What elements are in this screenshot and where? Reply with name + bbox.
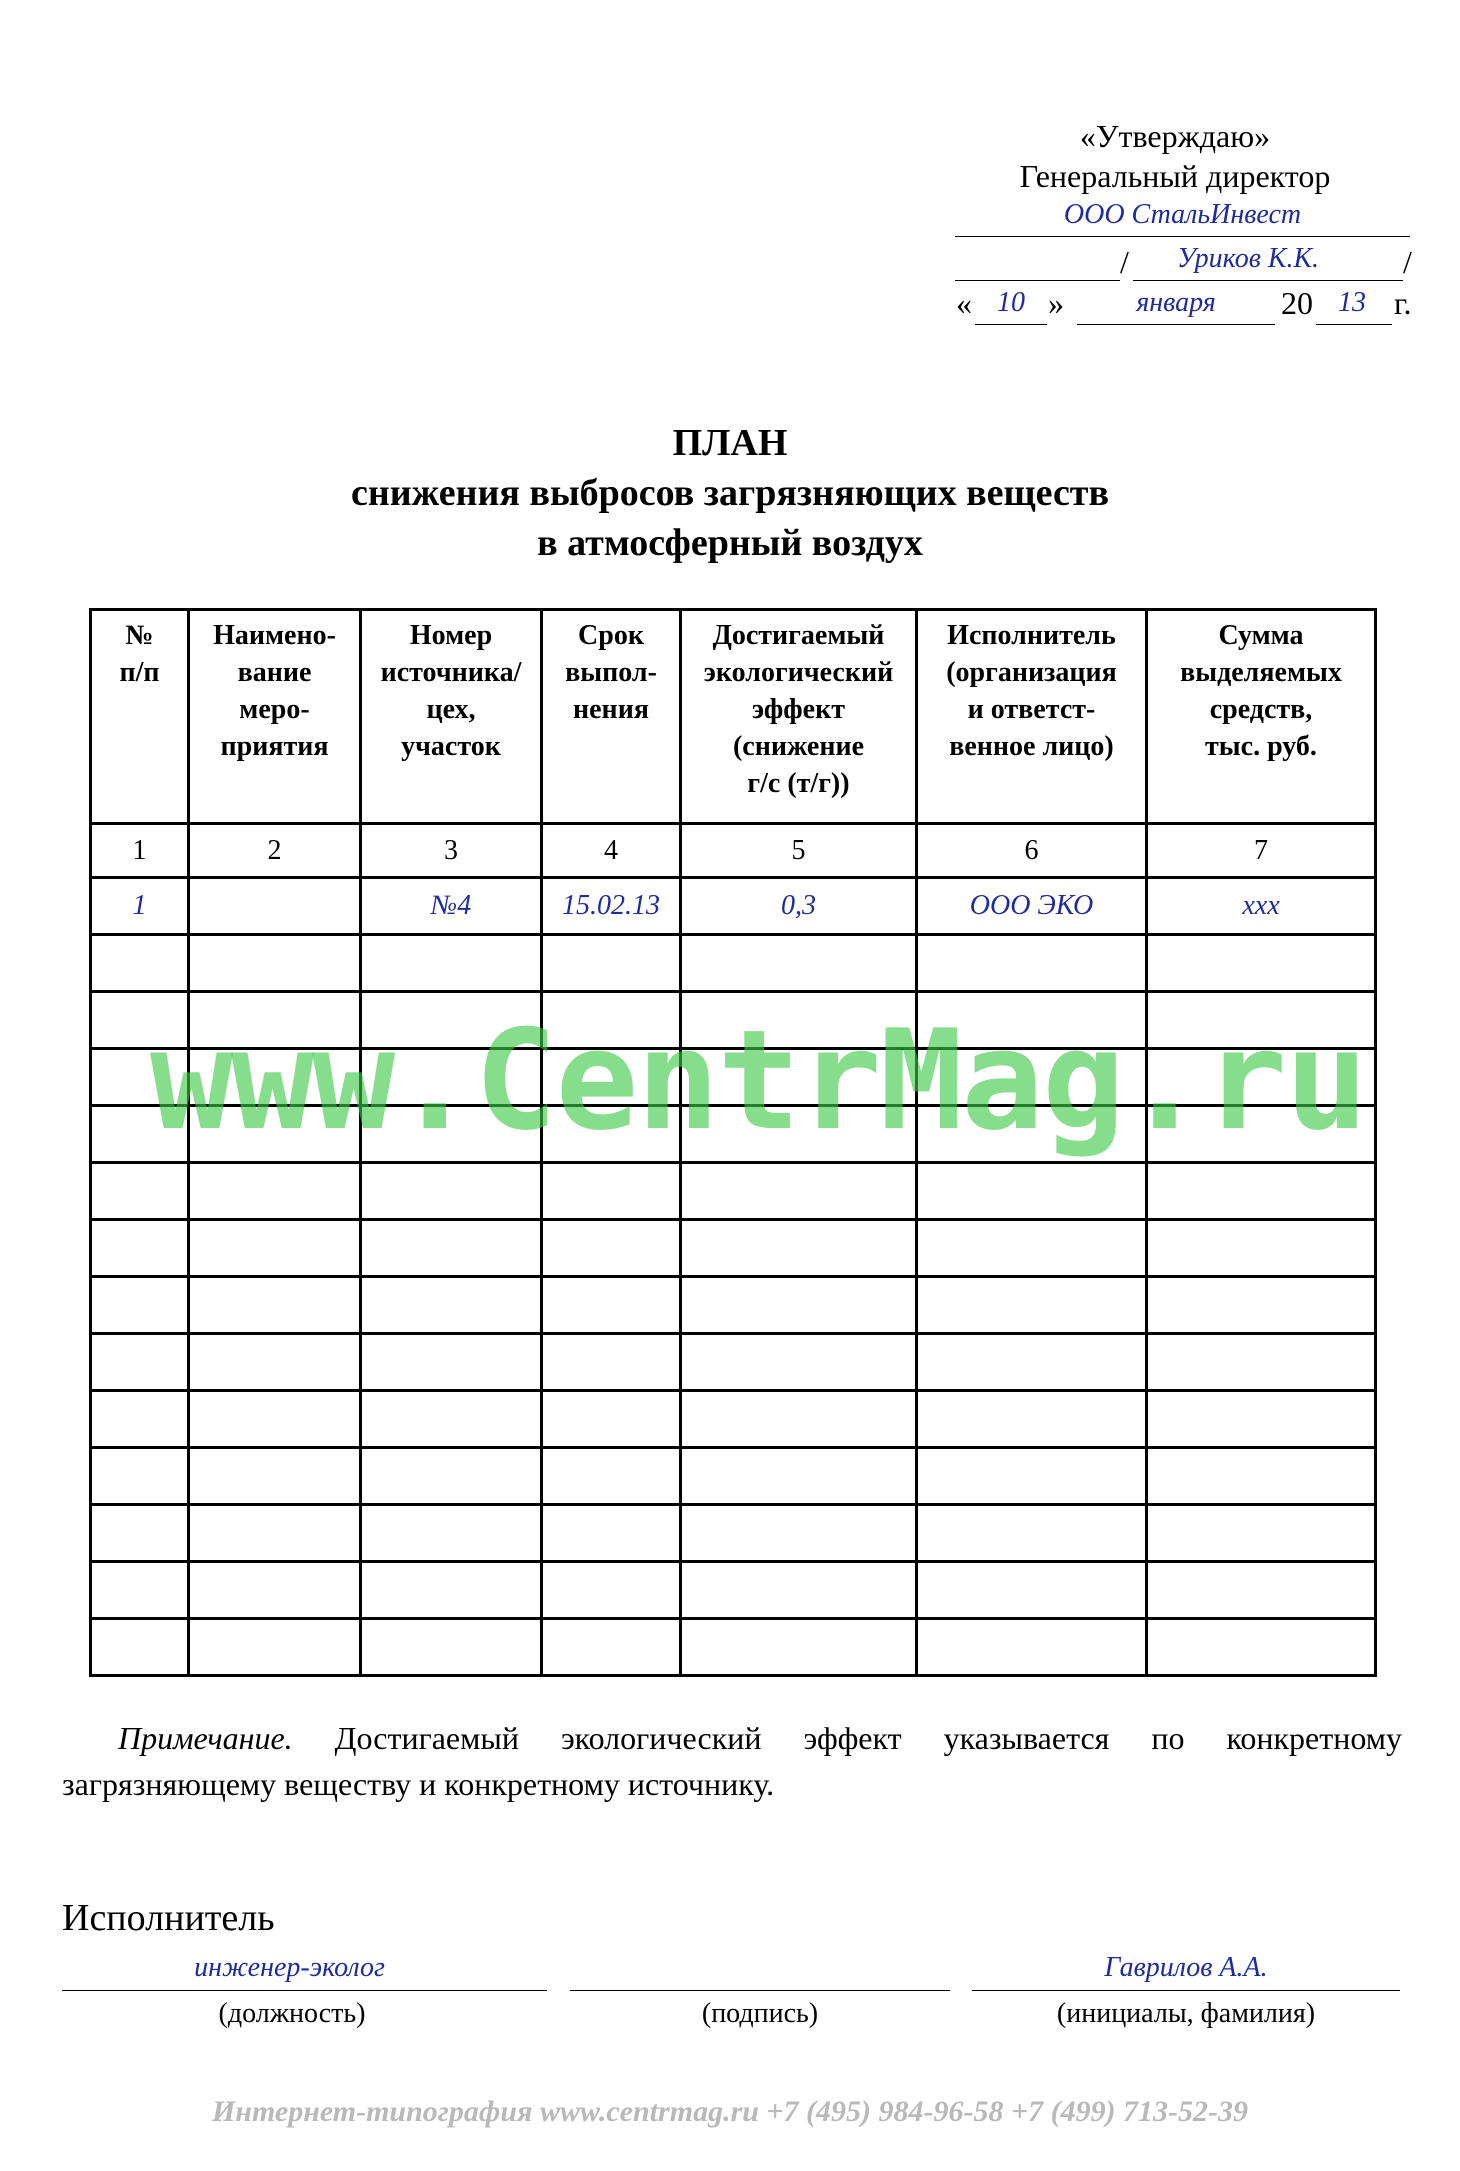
column-number-row: [91, 824, 1376, 878]
empty-cell: [542, 1277, 681, 1334]
cell-source: №4: [361, 878, 542, 935]
empty-cell: [361, 1334, 542, 1391]
empty-cell: [189, 1562, 361, 1619]
empty-cell: [542, 1334, 681, 1391]
empty-cell: [681, 935, 917, 992]
note-label: Примечание.: [118, 1720, 293, 1756]
empty-cell: [361, 1163, 542, 1220]
date-month: января: [1136, 287, 1216, 318]
page-title: ПЛАН: [672, 422, 788, 464]
empty-cell: [189, 1448, 361, 1505]
empty-cell: [189, 1505, 361, 1562]
table-header-row: [91, 610, 1376, 824]
empty-cell: [91, 1334, 189, 1391]
month-line: [1077, 324, 1275, 325]
date-century: 20: [1281, 285, 1313, 321]
empty-cell: [917, 935, 1147, 992]
empty-cell: [189, 1619, 361, 1676]
header-number: № п/п: [91, 610, 189, 824]
signature-field-line: [570, 1990, 950, 1991]
header-measure-name: Наимено- вание меро- приятия: [189, 610, 361, 824]
empty-cell: [917, 1505, 1147, 1562]
empty-cell: [917, 1448, 1147, 1505]
column-number: 2: [189, 824, 361, 878]
empty-cell: [917, 1277, 1147, 1334]
empty-cell: [917, 1391, 1147, 1448]
empty-cell: [1147, 1619, 1376, 1676]
approval-heading: «Утверждаю»: [1079, 118, 1271, 154]
empty-cell: [681, 1391, 917, 1448]
empty-cell: [189, 1277, 361, 1334]
empty-cell: [189, 935, 361, 992]
empty-cell: [681, 1163, 917, 1220]
signatory-line: [1133, 280, 1403, 281]
note: [62, 1715, 1402, 1807]
empty-cell: [91, 1562, 189, 1619]
table-row: [91, 1163, 1376, 1220]
empty-cell: [91, 1391, 189, 1448]
signatory-value: Уриков К.К.: [1176, 243, 1320, 274]
empty-cell: [681, 1277, 917, 1334]
table-row: [91, 1562, 1376, 1619]
empty-cell: [91, 1448, 189, 1505]
empty-cell: [91, 935, 189, 992]
empty-cell: [681, 1562, 917, 1619]
executor-heading: Исполнитель: [62, 1897, 275, 1939]
date-year: 13: [1338, 287, 1366, 318]
empty-cell: [542, 1562, 681, 1619]
empty-cell: [681, 1448, 917, 1505]
empty-cell: [681, 1505, 917, 1562]
date-day: 10: [997, 287, 1025, 318]
empty-cell: [361, 1448, 542, 1505]
table-row: [91, 878, 1376, 935]
cell-deadline: 15.02.13: [542, 878, 681, 935]
date-year-suffix: г.: [1394, 285, 1412, 321]
approval-position: Генеральный директор: [1019, 158, 1331, 194]
empty-cell: [361, 1619, 542, 1676]
column-number: 6: [917, 824, 1147, 878]
header-eco-effect: Достигаемый экологический эффект (снижение г/с (т/г)): [681, 610, 917, 824]
empty-cell: [361, 1391, 542, 1448]
empty-cell: [542, 1220, 681, 1277]
empty-cell: [1147, 1334, 1376, 1391]
empty-cell: [542, 1163, 681, 1220]
table-row: [91, 1448, 1376, 1505]
name-caption: (инициалы, фамилия): [1056, 1998, 1316, 2029]
year-line: [1316, 324, 1392, 325]
empty-cell: [189, 1220, 361, 1277]
empty-cell: [189, 1334, 361, 1391]
column-number: 1: [91, 824, 189, 878]
table-row: [91, 1334, 1376, 1391]
footer-contacts: Интернет-типография www.centrmag.ru +7 (495) 984-96-58 +7 (499) 713-52-39: [211, 2095, 1249, 2128]
empty-cell: [681, 1220, 917, 1277]
page-subtitle-1: снижения выбросов загрязняющих веществ: [351, 472, 1109, 514]
watermark: www.CentrMag.ru: [150, 1000, 1367, 1161]
date-quote-open: «: [956, 285, 972, 321]
date-quote-close: »: [1048, 285, 1064, 321]
signature-caption: (подпись): [701, 1998, 819, 2029]
empty-cell: [91, 1163, 189, 1220]
empty-cell: [91, 1619, 189, 1676]
empty-cell: [542, 935, 681, 992]
table-row: [91, 1277, 1376, 1334]
empty-cell: [1147, 935, 1376, 992]
empty-cell: [1147, 1448, 1376, 1505]
column-number: 4: [542, 824, 681, 878]
company-value: ООО СтальИнвест: [1063, 199, 1302, 230]
name-line: [972, 1990, 1400, 1991]
page-subtitle-2: в атмосферный воздух: [537, 522, 923, 564]
empty-cell: [542, 1619, 681, 1676]
empty-cell: [361, 935, 542, 992]
header-amount: Сумма выделяемых средств, тыс. руб.: [1147, 610, 1376, 824]
table-row: [91, 1619, 1376, 1676]
empty-cell: [361, 1562, 542, 1619]
column-number: 3: [361, 824, 542, 878]
cell-measure-name: [189, 878, 361, 935]
empty-cell: [189, 1163, 361, 1220]
executor-name: Гаврилов А.А.: [1104, 1952, 1268, 1983]
note-text: Достигаемый экологический эффект указывается по конкретному загрязняющему веществу и конкретному источнику.: [62, 1720, 1402, 1802]
header-source-number: Номер источника/ цех, участок: [361, 610, 542, 824]
company-line: [955, 236, 1410, 237]
empty-cell: [1147, 1163, 1376, 1220]
empty-cell: [1147, 1505, 1376, 1562]
column-number: 7: [1147, 824, 1376, 878]
table-row: [91, 935, 1376, 992]
header-executor: Исполнитель (организация и ответст- венное лицо): [917, 610, 1147, 824]
empty-cell: [917, 1562, 1147, 1619]
signature-line: [955, 280, 1120, 281]
empty-cell: [542, 1448, 681, 1505]
empty-cell: [361, 1220, 542, 1277]
empty-cell: [1147, 1277, 1376, 1334]
empty-cell: [917, 1220, 1147, 1277]
empty-cell: [1147, 1220, 1376, 1277]
cell-eco-effect: 0,3: [681, 878, 917, 935]
empty-cell: [91, 1277, 189, 1334]
cell-executor: ООО ЭКО: [917, 878, 1147, 935]
empty-cell: [1147, 1391, 1376, 1448]
empty-cell: [917, 1163, 1147, 1220]
header-deadline: Срок выпол- нения: [542, 610, 681, 824]
empty-cell: [189, 1391, 361, 1448]
position-caption: (должность): [218, 1998, 366, 2029]
day-line: [975, 324, 1047, 325]
signature-slash-1: /: [1120, 244, 1129, 280]
empty-cell: [91, 1220, 189, 1277]
empty-cell: [917, 1334, 1147, 1391]
table-row: [91, 1220, 1376, 1277]
empty-cell: [681, 1334, 917, 1391]
column-number: 5: [681, 824, 917, 878]
empty-cell: [917, 1619, 1147, 1676]
empty-cell: [542, 1391, 681, 1448]
empty-cell: [542, 1505, 681, 1562]
table-row: [91, 1505, 1376, 1562]
empty-cell: [361, 1505, 542, 1562]
cell-amount: ххх: [1147, 878, 1376, 935]
position-line: [62, 1990, 547, 1991]
table-row: [91, 1391, 1376, 1448]
empty-cell: [1147, 1562, 1376, 1619]
empty-cell: [681, 1619, 917, 1676]
executor-position: инженер-эколог: [194, 1952, 385, 1983]
empty-cell: [91, 1505, 189, 1562]
signature-slash-2: /: [1403, 244, 1412, 280]
empty-cell: [361, 1277, 542, 1334]
cell-number: 1: [91, 878, 189, 935]
